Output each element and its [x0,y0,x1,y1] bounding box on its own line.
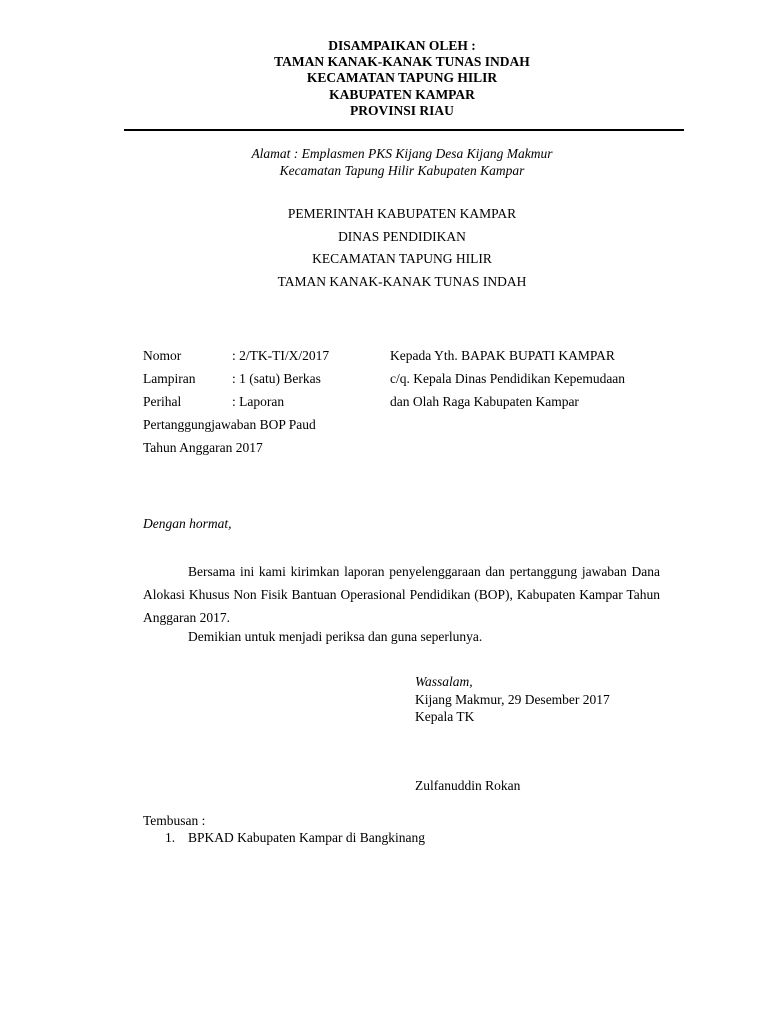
tembusan-item-text: BPKAD Kabupaten Kampar di Bangkinang [188,830,425,845]
recipient-line-1: Kepada Yth. BAPAK BUPATI KAMPAR [390,348,615,363]
letterhead-line: TAMAN KANAK-KANAK TUNAS INDAH [274,54,530,70]
letterhead-line: KECAMATAN TAPUNG HILIR [306,70,498,86]
government-line: KECAMATAN TAPUNG HILIR [312,251,492,266]
perihal-continuation: Pertanggungjawaban BOP Paud [143,417,316,432]
body-paragraph: Bersama ini kami kirimkan laporan penyelenggaraan dan pertanggung jawaban Dana Alokasi Khusus Non Fisik Bantuan Operasional Pendidikan (BOP), Kabupaten Kampar Tahun Anggaran 2017. [143,564,660,625]
nomor-value: : 2/TK-TI/X/2017 [232,348,330,363]
greeting: Dengan hormat, [143,516,232,531]
government-header [0,203,768,293]
tembusan-item-number: 1. [165,830,176,845]
place-date: Kijang Makmur, 29 Desember 2017 [415,692,610,707]
signatory-position: Kepala TK [415,709,475,724]
salutation: Wassalam, [415,674,473,689]
perihal-continuation: Tahun Anggaran 2017 [143,440,263,455]
address-line-2: Kecamatan Tapung Hilir Kabupaten Kampar [279,163,525,178]
letterhead-line: KABUPATEN KAMPAR [329,86,475,102]
letterhead [0,38,768,119]
signatory-name: Zulfanuddin Rokan [415,778,521,793]
lampiran-label: Lampiran [143,371,196,386]
perihal-label: Perihal [143,394,182,409]
school-address [0,145,768,179]
tembusan-label: Tembusan : [143,813,206,828]
address-line-1: Alamat : Emplasmen PKS Kijang Desa Kijang Makmur [251,146,553,161]
closing-paragraph: Demikian untuk menjadi periksa dan guna seperlunya. [188,629,483,644]
perihal-value: : Laporan [232,394,285,409]
recipient-line-2: c/q. Kepala Dinas Pendidikan Kepemudaan [390,371,626,386]
government-line: TAMAN KANAK-KANAK TUNAS INDAH [277,273,527,289]
government-line: DINAS PENDIDIKAN [338,228,466,244]
letterhead-line: PROVINSI RIAU [350,102,454,118]
letterhead-divider [124,129,684,131]
nomor-label: Nomor [143,348,182,363]
letterhead-line: DISAMPAIKAN OLEH : [328,38,476,53]
recipient-line-3: dan Olah Raga Kabupaten Kampar [390,394,579,409]
lampiran-value: : 1 (satu) Berkas [232,371,321,386]
government-line: PEMERINTAH KABUPATEN KAMPAR [287,206,517,221]
